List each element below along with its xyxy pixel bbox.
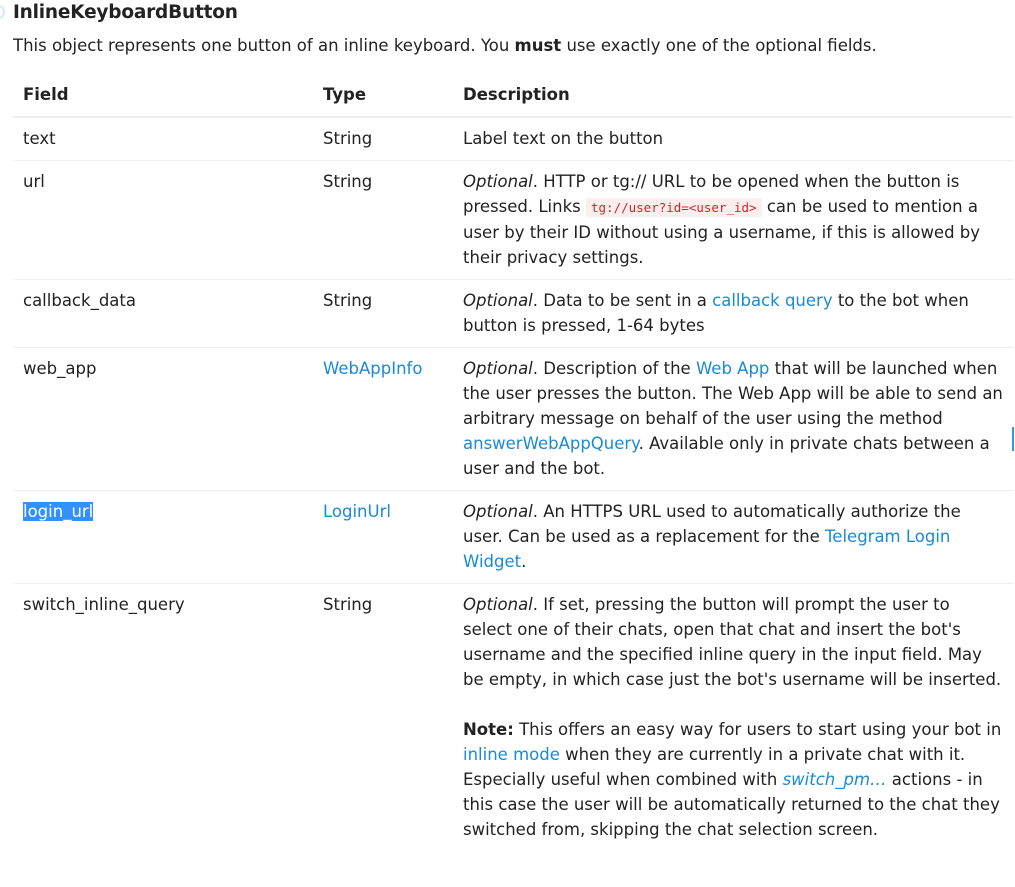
switch-pm-link[interactable]: switch_pm…	[782, 770, 887, 789]
inline-mode-link[interactable]: inline mode	[463, 745, 560, 764]
header-type: Type	[313, 74, 453, 117]
scroll-position-marker	[1012, 427, 1014, 451]
field-name: callback_data	[13, 280, 313, 348]
answer-web-app-query-link[interactable]: answerWebAppQuery	[463, 434, 639, 453]
field-description: Label text on the button	[463, 129, 664, 148]
table-row	[13, 491, 1013, 584]
callback-query-link[interactable]: callback query	[712, 291, 833, 310]
section-title: InlineKeyboardButton	[13, 2, 238, 23]
table-header-row	[13, 74, 1013, 117]
web-app-link[interactable]: Web App	[695, 359, 770, 378]
field-type: String	[313, 161, 453, 280]
field-description: Optional. Data to be sent in a callback query to the bot when button is pressed, 1-64 bytes	[453, 280, 1013, 348]
note-paragraph: Note: This offers an easy way for users to start using your bot in inline mode when they are currently in a private chat with it. Especially useful when combined with switch_pm… actions - in this case the user will be automatically returned to the chat they switched from, skipping the chat selection screen.	[463, 720, 1002, 839]
field-type	[313, 348, 453, 491]
table-row	[13, 280, 1013, 348]
loginurl-type-link[interactable]: LoginUrl	[323, 502, 391, 521]
table-row	[13, 117, 1013, 161]
field-name: text	[23, 129, 56, 148]
section-intro: This object represents one button of an inline keyboard. You must use exactly one of the optional fields.	[13, 36, 877, 55]
field-type: String	[313, 280, 453, 348]
field-type	[313, 491, 453, 584]
code-snippet: tg://user?id=<user_id>	[586, 198, 762, 217]
field-name: url	[13, 161, 313, 280]
selected-text: login_url	[23, 502, 94, 521]
field-type: String	[313, 584, 453, 852]
table-row	[13, 584, 1013, 852]
webappinfo-type-link[interactable]: WebAppInfo	[323, 359, 423, 378]
field-description: Optional. If set, pressing the button will prompt the user to select one of their chats, open that chat and insert the bot's username and the specified inline query in the input field. May be empty, in which case just the bot's username will be inserted. Note: This offers an easy way for users to start using your bot in inline mode when they are currently in a private chat with it. Especially useful when combined with switch_pm… actions - in this case the user will be automatically returned to the chat they switched from, skipping the chat selection screen.	[453, 584, 1013, 852]
field-description: Optional. An HTTPS URL used to automatically authorize the user. Can be used as a replacement for the Telegram Login Widget.	[453, 491, 1013, 584]
header-field: Field	[13, 74, 313, 117]
field-description: Optional. Description of the Web App that will be launched when the user presses the button. The Web App will be able to send an arbitrary message on behalf of the user using the method answerWebAppQuery. Available only in private chats between a user and the bot.	[453, 348, 1013, 491]
field-type: String	[323, 129, 373, 148]
field-name: web_app	[13, 348, 313, 491]
table-row	[13, 348, 1013, 491]
field-description: Optional. HTTP or tg:// URL to be opened when the button is pressed. Links tg://user?id=<user_id> can be used to mention a user by their ID without using a username, if this is allowed by their privacy settings.	[453, 161, 1013, 280]
field-name	[13, 491, 313, 584]
field-name: switch_inline_query	[13, 584, 313, 852]
telegram-login-widget-link[interactable]: Telegram Login Widget	[463, 527, 951, 571]
table-row	[13, 161, 1013, 280]
fields-table	[13, 74, 1013, 851]
anchor-link-icon[interactable]	[0, 5, 5, 19]
header-description: Description	[453, 74, 1013, 117]
